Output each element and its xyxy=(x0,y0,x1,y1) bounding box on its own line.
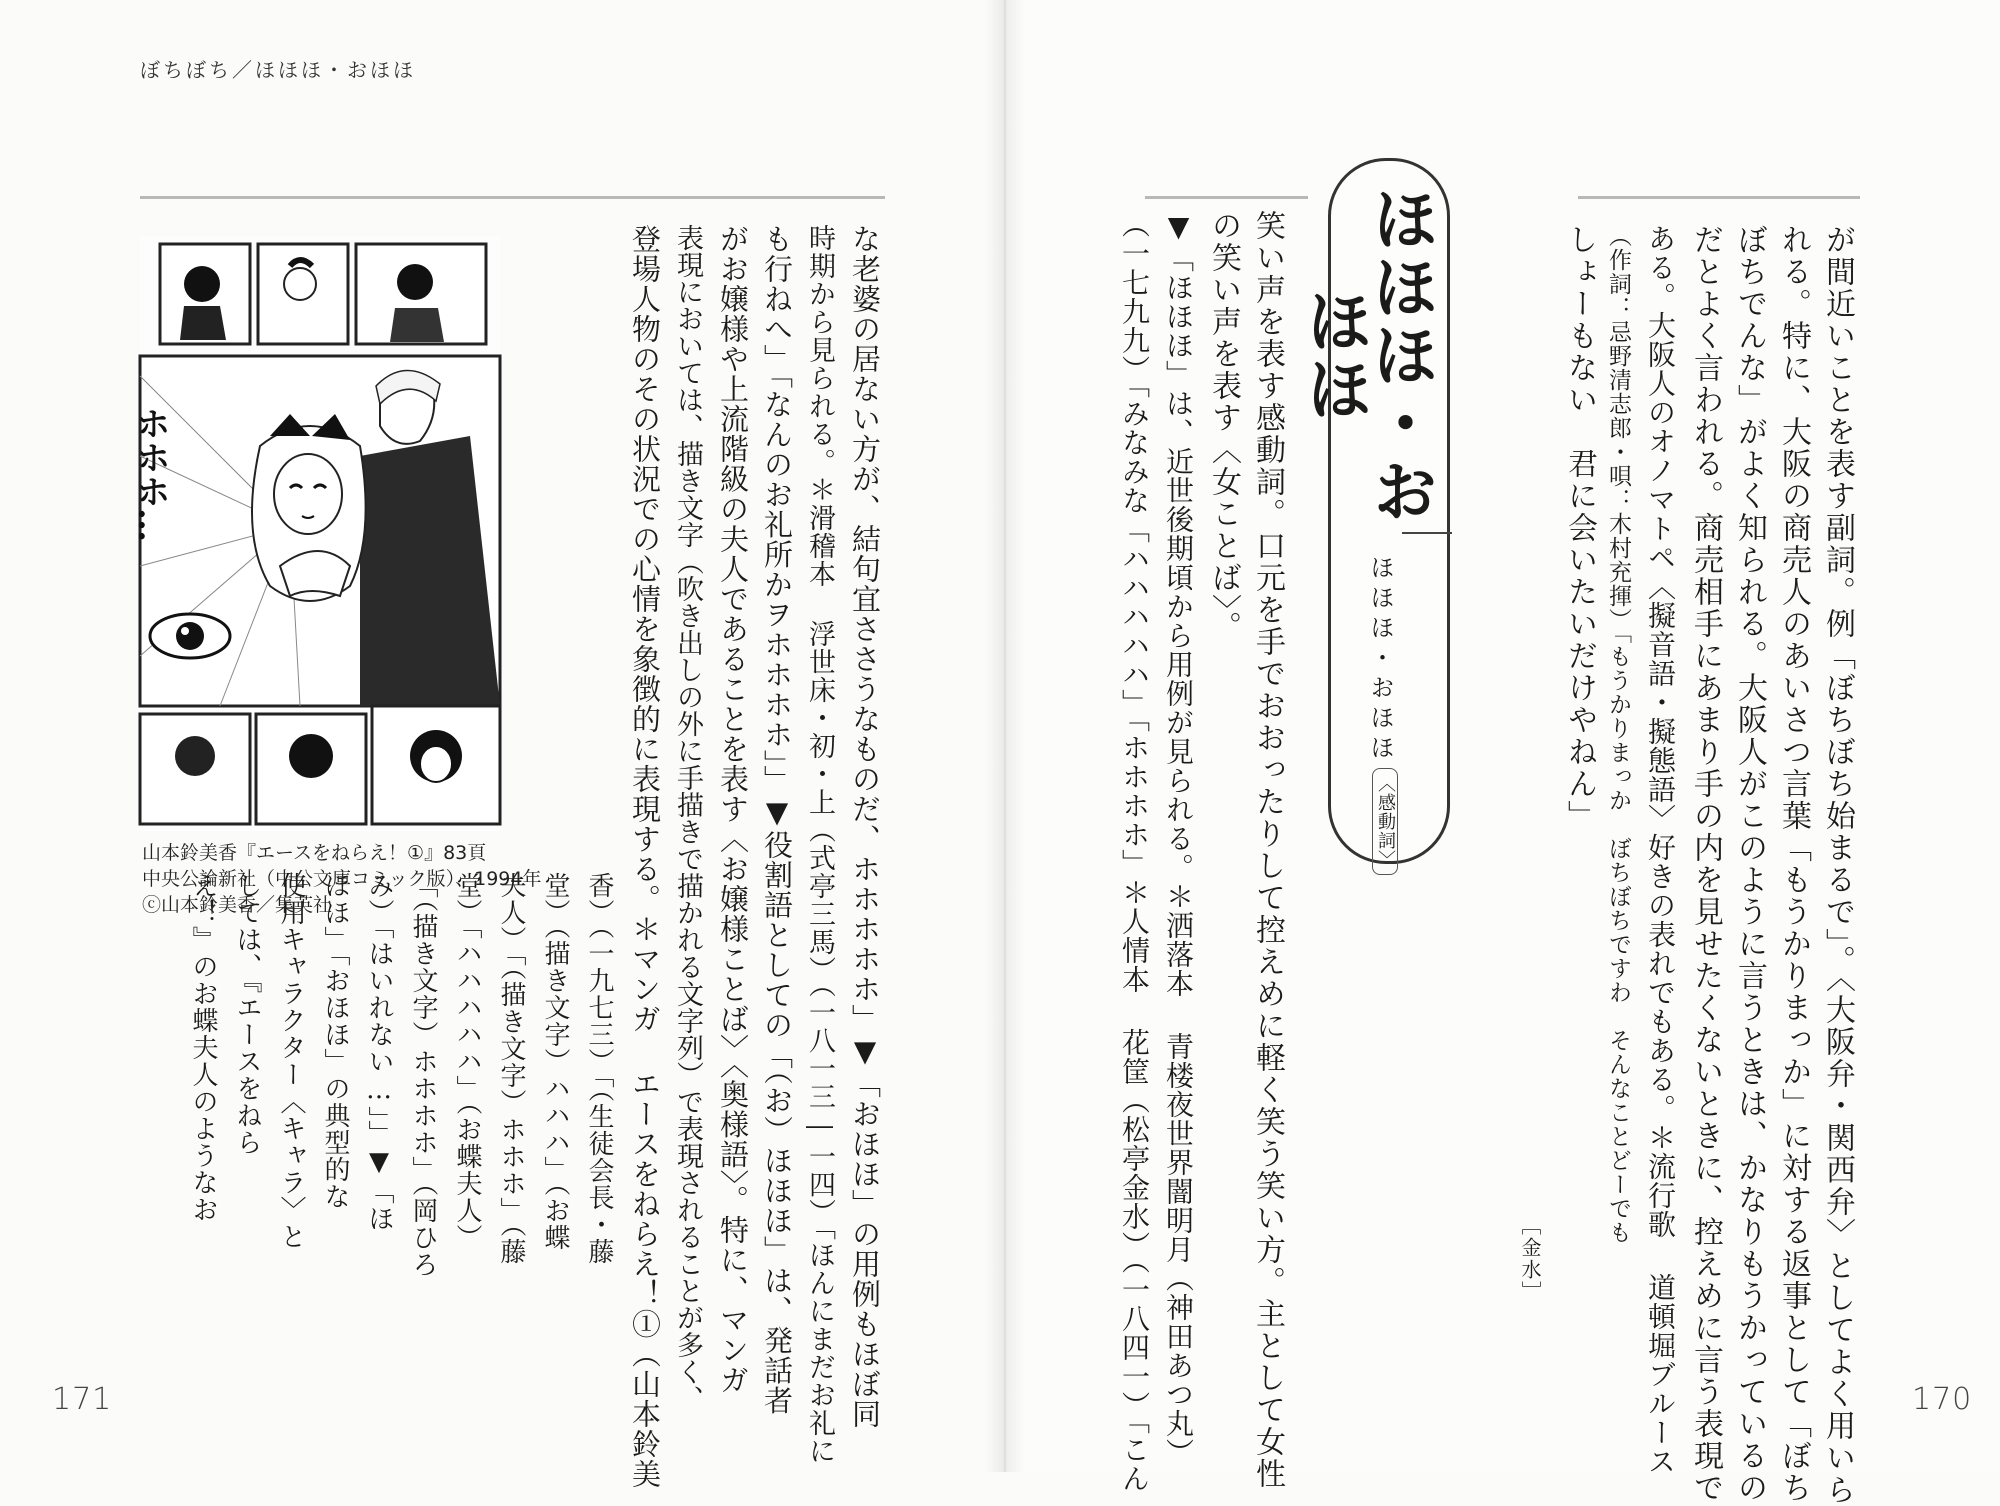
text-column: 表現においては、描き文字（吹き出しの外に手描きで描かれる文字列）で表現されることが多く、 xyxy=(672,224,703,1412)
text-column: しょーもない 君に会いたいだけやねん」 xyxy=(1562,224,1597,832)
page-number-right: 170 xyxy=(1912,1382,1973,1417)
part-of-speech-badge: 〈感動詞〉 xyxy=(1372,768,1398,875)
illustration-credit-line: 山本鈴美香『エースをねらえ！①』83頁 xyxy=(142,842,487,864)
text-column: み）「はいれない…」」▼「ほ xyxy=(364,872,394,1232)
entry-text-column: 笑い声を表す感動詞。口元を手でおおったりして控えめに軽く笑う笑い方。主として女性 xyxy=(1250,210,1285,1490)
headword-reading: ほほほ・おほほ xyxy=(1366,555,1394,765)
text-column: （作詞：忌野清志郎・唄：木村充揮）「もうかりまっか ぼちぼちですわ そんなことどーでも xyxy=(1605,224,1631,1245)
entry-text-column: （一七九九）「みなみな「ハハハハハ」「ホホホホ」＊人情本 花筐（松亭金水）（一八四一）「こん xyxy=(1118,210,1151,1493)
text-column: ある。大阪人のオノマトペ〈擬音語・擬態語〉好きの表れでもある。＊流行歌 道頓堀ブルース xyxy=(1644,224,1677,1476)
entry-text-column: の笑い声を表す〈女ことば〉。 xyxy=(1206,210,1241,643)
text-column: がお嬢様や上流階級の夫人であることを表す〈お嬢様ことば〉〈奥様語〉。特に、マンガ xyxy=(716,224,750,1395)
text-column: 堂）（描き文字）ハハハ」（お蝶 xyxy=(540,872,570,1251)
text-column: しては、『エースをねら xyxy=(232,872,262,1156)
text-column: が間近いことを表す副詞。例「ぼちぼち始まるで」。〈大阪弁・関西弁〉としてよく用いら xyxy=(1820,224,1855,1506)
book-gutter xyxy=(985,0,1025,1472)
text-column: 堂）「ハハハハハ」（お蝶夫人） xyxy=(452,872,482,1251)
text-column: 香）（一九七三）「（生徒会長・藤 xyxy=(584,872,614,1265)
left-top-rule xyxy=(140,196,885,199)
illustration-credit-line: ⓒ山本鈴美香／集英社 xyxy=(142,894,333,916)
text-column: だとよく言われる。商売相手にあまり手の内を見せたくないときに、控えめに言う表現で xyxy=(1688,224,1723,1504)
text-column: も行ねへ」「なんのお礼所かヲホホホホ」」▼役割語としての「（お）ほほほ」は、発話者 xyxy=(760,224,794,1416)
headword: ほほほ・おほほ xyxy=(1295,185,1438,525)
illustration-credit-line: 中央公論新社（中公文庫コミック版）、1994年 xyxy=(142,868,542,890)
manga-illustration xyxy=(130,236,500,831)
text-column: 夫人）「（描き文字）ホホホ」（藤 xyxy=(496,872,526,1265)
text-column: れる。特に、大阪の商売人のあいさつ言葉「もうかりまっか」に対する返事として「ぼち xyxy=(1776,224,1811,1504)
manga-sfx: ホホホ… xyxy=(130,406,170,542)
page-number-left: 171 xyxy=(52,1382,113,1417)
text-column: え！』のお蝶夫人のようなお xyxy=(188,872,218,1223)
text-column: 登場人物のその状況での心情を象徴的に表現する。＊マンガ エースをねらえ！①（山本鈴美 xyxy=(628,224,662,1489)
text-column: ほほ」「おほほ」の典型的な xyxy=(320,872,350,1210)
text-column: 時期から見られる。＊滑稽本 浮世床・初・上（式亭三馬）（一八一三―一四）「ほんにまだお礼に xyxy=(804,224,835,1465)
author-tag: ［金水］ xyxy=(1518,1215,1542,1303)
right-top-rule-a xyxy=(1145,196,1308,199)
text-column: な老婆の居ない方が、結句宜ささうなものだ、ホホホホホ」▼「おほほ」の用例もほぼ同 xyxy=(848,224,882,1429)
text-column: ぼちでんな」がよく知られる。大阪人がこのように言うときは、かなりもうかっているの xyxy=(1732,224,1767,1504)
right-top-rule-b xyxy=(1578,196,1860,199)
entry-text-column: ▼「ほほほ」は、近世後期頃から用例が見られる。＊洒落本 青楼夜世界闇明月（神田あつ丸） xyxy=(1162,210,1195,1467)
text-column: 「（描き文字）ホホホホ」（岡ひろ xyxy=(408,872,438,1278)
running-head: ぼちぼち／ほほほ・おほほ xyxy=(140,58,416,82)
text-column: 使用キャラクター〈キャラ〉と xyxy=(276,872,306,1250)
headword-divider xyxy=(1402,532,1452,534)
